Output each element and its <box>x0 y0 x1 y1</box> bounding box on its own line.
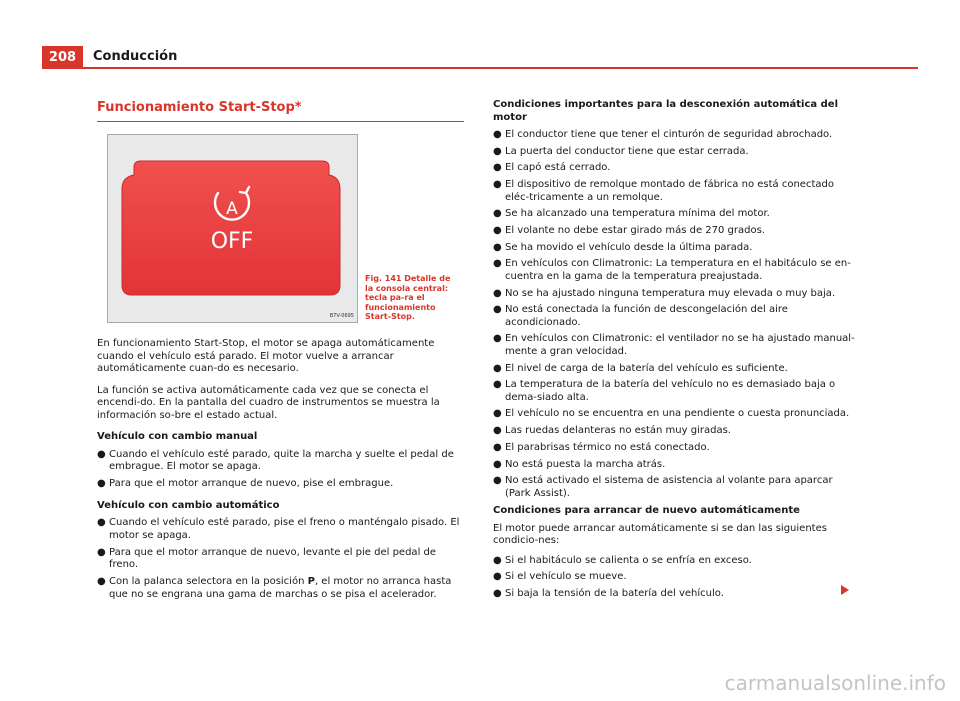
list-item: ● La puerta del conductor tiene que estar cerrada. <box>493 145 749 157</box>
page-number: 208 <box>42 46 83 68</box>
list-item: ● Las ruedas delanteras no están muy giradas. <box>493 425 731 437</box>
header-rule <box>42 67 918 69</box>
conditions-subhead: Condiciones importantes para la desconexión automática del motor <box>493 99 839 123</box>
list-item: ● Para que el motor arranque de nuevo, pise el embrague. <box>97 478 394 489</box>
list-item: ● No está puesta la marcha atrás. <box>493 458 666 470</box>
list-item: ● La temperatura de la batería del vehículo no es demasiado baja o dema-siado alta. <box>493 379 836 403</box>
list-item: ● El vehículo no se encuentra en una pendiente o cuesta pronunciada. <box>493 408 850 420</box>
conditions-list <box>493 129 860 500</box>
list-item: ● Se ha movido el vehículo desde la última parada. <box>493 241 753 253</box>
list-item: ● El parabrisas térmico no está conectado. <box>493 441 710 453</box>
list-item: ● No está activado el sistema de asistencia al volante para aparcar (Park Assist). <box>493 475 833 499</box>
start-stop-button-illustration <box>108 135 357 322</box>
list-item: ● Para que el motor arranque de nuevo, levante el pie del pedal de freno. <box>97 546 437 570</box>
list-item: ● Se ha alcanzado una temperatura mínima del motor. <box>493 208 770 220</box>
red-button-shape <box>122 161 340 295</box>
figure-row <box>97 134 464 323</box>
chapter-title: Conducción <box>93 49 178 64</box>
figure-start-stop-button <box>107 134 358 323</box>
list-item: ● Cuando el vehículo esté parado, pise el freno o manténgalo pisado. El motor se apaga. <box>97 517 460 541</box>
list-item: ● Con la palanca selectora en la posición P, el motor no arranca hasta que no se engrana una gama de marchas o se pisa el acelerador. <box>97 576 452 600</box>
section-rule <box>97 121 464 122</box>
list-item: ● El volante no debe estar girado más de 270 grados. <box>493 224 765 236</box>
list-item: ● El dispositivo de remolque montado de fábrica no está conectado eléc-tricamente a un remolque. <box>493 179 834 203</box>
button-off-label: OFF <box>210 229 254 254</box>
section-title: Funcionamiento Start-Stop* <box>97 100 302 115</box>
paragraph: La función se activa automáticamente cada vez que se conecta el encendi-do. En la pantalla del cuadro de instrumentos se muestra la información so-bre el estado actual. <box>97 384 440 421</box>
figure-code: B7V-0695 <box>329 313 354 319</box>
paragraph: En funcionamiento Start-Stop, el motor se apaga automáticamente cuando el vehículo está parado. El motor vuelve a arrancar automáticamente cuan-do es necesario. <box>97 338 435 374</box>
list-item: ● Si baja la tensión de la batería del vehículo. <box>493 588 724 600</box>
list-item: ● El nivel de carga de la batería del vehículo es suficiente. <box>493 362 788 374</box>
list-item: ● Si el habitáculo se calienta o se enfría en exceso. <box>493 554 752 566</box>
figure-caption: Fig. 141 Detalle de la consola central: tecla pa-ra el funcionamiento Start-Stop. <box>365 274 451 322</box>
left-body <box>97 338 464 601</box>
list-item: ● El conductor tiene que tener el cinturón de seguridad abrochado. <box>493 129 833 140</box>
auto-subhead: Vehículo con cambio automático <box>97 499 280 511</box>
list-item: ● Si el vehículo se mueve. <box>493 571 627 583</box>
list-item: ● No se ha ajustado ninguna temperatura muy elevada o muy baja. <box>493 287 836 299</box>
manual-subhead: Vehículo con cambio manual <box>97 431 258 442</box>
list-item: ● Cuando el vehículo esté parado, quite la marcha y suelte el pedal de embrague. El motor se apaga. <box>97 448 454 472</box>
watermark: carmanualsonline.info <box>724 671 946 695</box>
continue-arrow-icon <box>841 585 849 595</box>
paragraph: El motor puede arrancar automáticamente si se dan las siguientes condicio-nes: <box>493 522 827 547</box>
list-item: ● En vehículos con Climatronic: el ventilador no se ha ajustado manual-mente a gran velocidad. <box>493 333 855 357</box>
list-item: ● El capó está cerrado. <box>493 162 611 174</box>
button-symbol: A <box>226 199 238 219</box>
left-column <box>97 100 464 606</box>
list-item: ● No está conectada la función de descongelación del aire acondicionado. <box>493 304 788 328</box>
restart-list <box>493 555 860 601</box>
list-item: ● En vehículos con Climatronic: La temperatura en el habitáculo se en-cuentra en la gama de la temperatura preajustada. <box>493 258 851 282</box>
right-column <box>493 99 860 605</box>
restart-subhead: Condiciones para arrancar de nuevo automáticamente <box>493 505 800 517</box>
